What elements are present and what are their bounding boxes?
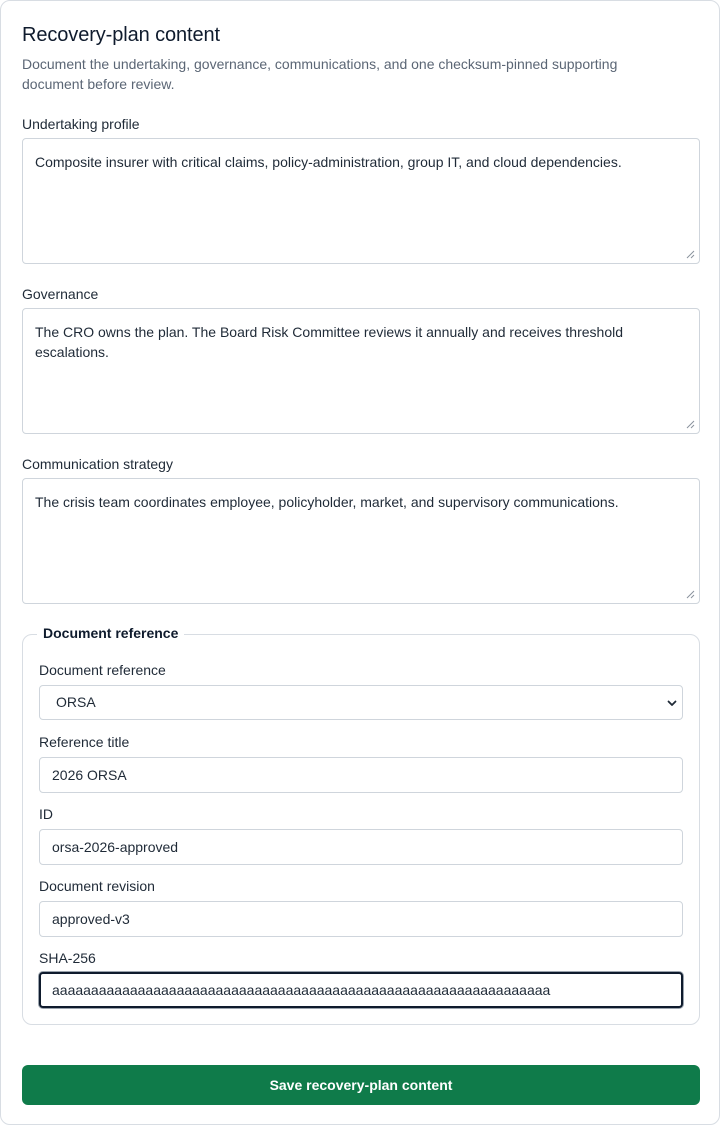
chevron-down-icon	[666, 697, 678, 709]
governance-textarea[interactable]	[22, 308, 700, 434]
communication-strategy-label: Communication strategy	[22, 456, 173, 472]
sha256-label: SHA-256	[39, 950, 96, 966]
resize-grip-icon[interactable]	[686, 420, 695, 429]
communication-strategy-value: The crisis team coordinates employee, policyholder, market, and supervisory communications.	[35, 494, 619, 510]
document-revision-label: Document revision	[39, 878, 155, 894]
undertaking-profile-textarea[interactable]	[22, 138, 700, 264]
governance-label: Governance	[22, 286, 99, 302]
document-reference-select-label: Document reference	[39, 662, 166, 678]
reference-title-input[interactable]: 2026 ORSA	[39, 757, 683, 793]
save-recovery-plan-button[interactable]: Save recovery-plan content	[22, 1065, 700, 1105]
document-reference-selected-value: ORSA	[56, 694, 96, 710]
resize-grip-icon[interactable]	[686, 250, 695, 259]
sha256-input[interactable]: aaaaaaaaaaaaaaaaaaaaaaaaaaaaaaaaaaaaaaaaaaaaaaaaaaaaaaaaaaaaaaaa	[39, 972, 683, 1008]
reference-title-label: Reference title	[39, 734, 130, 750]
undertaking-profile-value: Composite insurer with critical claims, policy-administration, group IT, and cloud dependencies.	[35, 154, 622, 170]
page-description: Document the undertaking, governance, communications, and one checksum-pinned supporting document before review.	[22, 56, 618, 92]
id-label: ID	[39, 806, 53, 822]
governance-value: The CRO owns the plan. The Board Risk Committee reviews it annually and receives threshold escalations.	[35, 324, 624, 360]
id-input[interactable]: orsa-2026-approved	[39, 829, 683, 865]
document-reference-select[interactable]	[39, 685, 683, 720]
undertaking-profile-label: Undertaking profile	[22, 116, 140, 132]
page-title: Recovery-plan content	[22, 24, 221, 46]
document-reference-legend: Document reference	[37, 625, 184, 641]
communication-strategy-textarea[interactable]	[22, 478, 700, 604]
document-revision-input[interactable]: approved-v3	[39, 901, 683, 937]
resize-grip-icon[interactable]	[686, 590, 695, 599]
